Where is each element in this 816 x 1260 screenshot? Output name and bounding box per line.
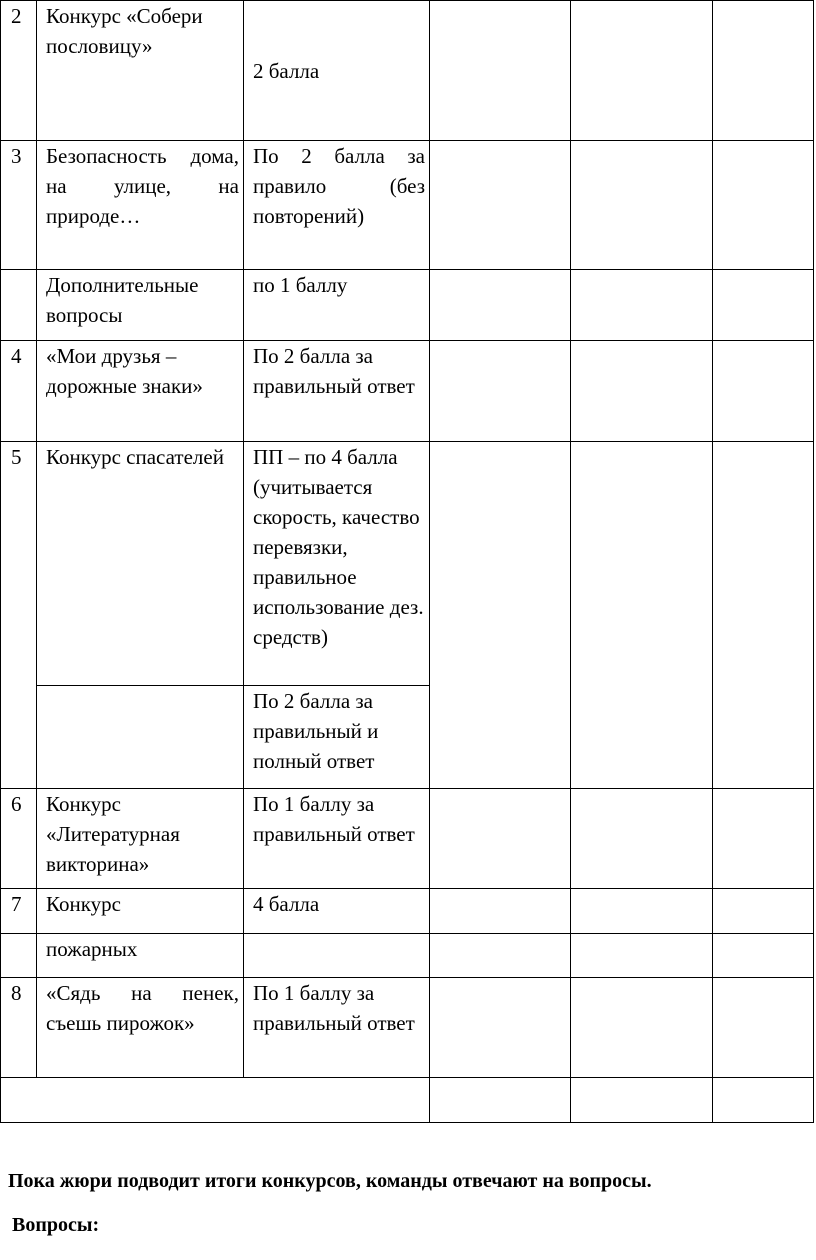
contest-name: Конкурс «Литературная викторина» [37,789,244,889]
contest-name: Дополнительные вопросы [37,270,244,341]
row-number: 6 [1,789,37,889]
row-number: 3 [1,141,37,270]
score-cell [571,270,713,341]
points-criteria: По 1 баллу за правильный ответ [244,978,430,1078]
points-criteria: По 2 балла за правильный и полный ответ [244,686,430,789]
contest-name [37,686,244,789]
points-criteria: 4 балла [244,889,430,934]
questions-heading: Вопросы: [12,1214,100,1236]
jury-note: Пока жюри подводит итоги конкурсов, команды отвечают на вопросы. [8,1170,652,1192]
score-cell [571,789,713,889]
row-number: 8 [1,978,37,1078]
table-row [1,442,814,686]
row-number: 2 [1,1,37,141]
contest-name: Конкурс «Собери пословицу» [37,1,244,141]
score-cell [571,1078,713,1123]
score-cell [713,442,814,789]
score-cell [713,889,814,934]
score-cell [430,341,571,442]
points-criteria: ПП – по 4 балла (учитывается скорость, качество перевязки, правильное использование дез. средств) [244,442,430,686]
score-cell [430,141,571,270]
score-cell [713,934,814,978]
table-row [1,270,814,341]
score-cell [713,1,814,141]
points-criteria: По 2 балла за правильный ответ [244,341,430,442]
score-cell [713,789,814,889]
table-row [1,1,814,141]
score-cell [430,442,571,789]
score-cell [571,978,713,1078]
score-cell [571,934,713,978]
score-cell [571,1,713,141]
row-number: 7 [1,889,37,934]
row-number [1,934,37,978]
table-row [1,889,814,934]
contest-name: «Мои друзья – дорожные знаки» [37,341,244,442]
score-cell [430,1078,571,1123]
total-row-cell [1,1078,430,1123]
points-criteria: по 1 баллу [244,270,430,341]
score-cell [430,889,571,934]
contest-name: «Сядь на пенек, съешь пирожок» [37,978,244,1078]
contest-name: пожарных [37,934,244,978]
row-number: 4 [1,341,37,442]
points-criteria: 2 балла [244,1,430,141]
score-cell [713,978,814,1078]
score-cell [430,978,571,1078]
score-cell [430,789,571,889]
score-cell [571,141,713,270]
score-cell [430,270,571,341]
table-row [1,789,814,889]
table-row [1,934,814,978]
table-row [1,341,814,442]
points-criteria: По 1 баллу за правильный ответ [244,789,430,889]
score-cell [430,1,571,141]
row-number [1,270,37,341]
contest-name: Конкурс спасателей [37,442,244,686]
score-cell [713,270,814,341]
score-cell [713,1078,814,1123]
score-cell [430,934,571,978]
table-row [1,141,814,270]
score-cell [713,141,814,270]
contest-name: Конкурс [37,889,244,934]
row-number: 5 [1,442,37,789]
points-criteria: По 2 балла за правило (без повторений) [244,141,430,270]
score-cell [571,889,713,934]
score-cell [571,442,713,789]
score-cell [713,341,814,442]
score-cell [571,341,713,442]
table-row [1,978,814,1078]
points-criteria [244,934,430,978]
contest-name: Безопасность дома, на улице, на природе… [37,141,244,270]
table-row [1,1078,814,1123]
